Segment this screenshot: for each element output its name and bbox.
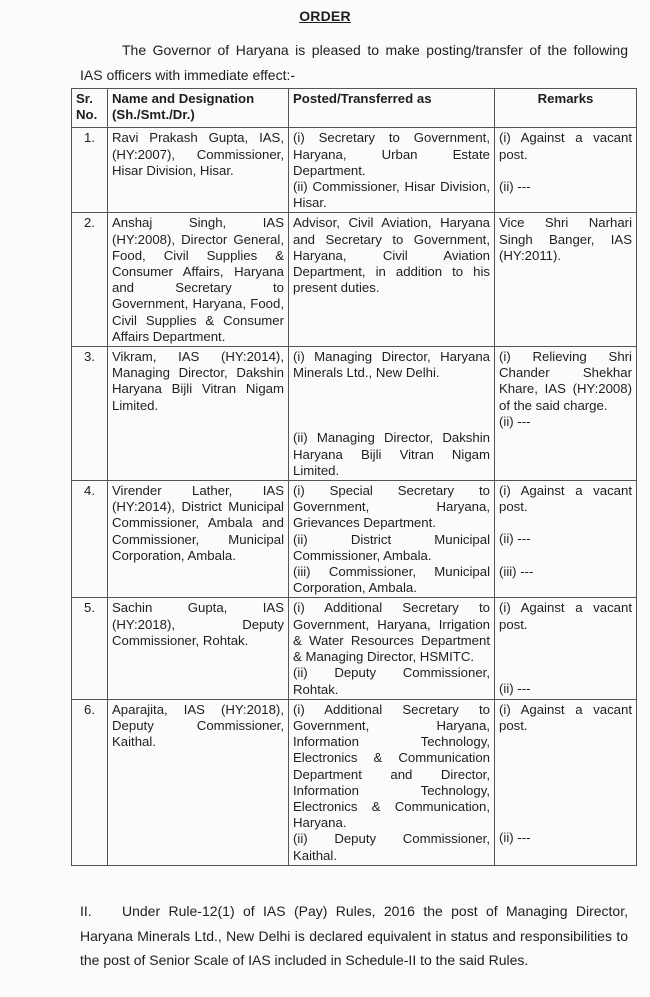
table-row bbox=[72, 598, 637, 699]
remark-item: Vice Shri Narhari Singh Banger, IAS (HY:2011). bbox=[499, 215, 632, 263]
table-row bbox=[72, 699, 637, 865]
posting-item: Advisor, Civil Aviation, Haryana and Secretary to Government, Haryana, Civil Aviation Department, in addition to his present duties. bbox=[293, 215, 490, 296]
posted-as bbox=[289, 699, 495, 865]
remark-item: (ii) --- bbox=[499, 680, 531, 696]
remark-item: (iii) --- bbox=[499, 563, 534, 579]
transfer-table bbox=[71, 88, 637, 866]
rule-paragraph bbox=[80, 899, 628, 973]
officer-name: Ravi Prakash Gupta, IAS, (HY:2007), Commissioner, Hisar Division, Hisar. bbox=[108, 128, 289, 213]
posting-item: (ii) Deputy Commissioner, Kaithal. bbox=[293, 831, 490, 863]
intro-paragraph bbox=[80, 38, 628, 88]
table-header-row bbox=[72, 89, 637, 128]
sr-no: 5. bbox=[72, 598, 108, 699]
posting-item: (ii) Managing Director, Dakshin Haryana Bijli Vitran Nigam Limited. bbox=[293, 430, 490, 478]
posting-item: (ii) District Municipal Commissioner, Ambala. bbox=[293, 531, 490, 563]
remark-item: (ii) --- bbox=[499, 178, 531, 194]
sr-no: 6. bbox=[72, 699, 108, 865]
posting-item: (i) Additional Secretary to Government, Haryana, Irrigation & Water Resources Department & Managing Director, HSMITC. bbox=[293, 600, 490, 665]
remarks bbox=[495, 213, 637, 347]
officer-name: Anshaj Singh, IAS (HY:2008), Director General, Food, Civil Supplies & Consumer Affairs, Haryana and Secretary to Government, Haryana, Food, Civil Supplies & Consumer Affairs Department. bbox=[108, 213, 289, 347]
document-title: ORDER bbox=[299, 8, 351, 24]
remark-item: (i) Against a vacant post. bbox=[499, 600, 632, 632]
header-posted: Posted/Transferred as bbox=[289, 89, 495, 128]
sr-no: 3. bbox=[72, 347, 108, 481]
remarks bbox=[495, 481, 637, 598]
header-name: Name and Designation (Sh./Smt./Dr.) bbox=[108, 89, 289, 128]
posted-as bbox=[289, 481, 495, 598]
table-row bbox=[72, 347, 637, 481]
posting-item: (iii) Commissioner, Municipal Corporation, Ambala. bbox=[293, 564, 490, 596]
posting-item: (i) Special Secretary to Government, Haryana, Grievances Department. bbox=[293, 483, 490, 531]
posted-as bbox=[289, 347, 495, 481]
header-sr-no: Sr. No. bbox=[72, 89, 108, 128]
remarks bbox=[495, 347, 637, 481]
remarks bbox=[495, 128, 637, 213]
remark-item: (i) Relieving Shri Chander Shekhar Khare, IAS (HY:2008) of the said charge. bbox=[499, 349, 632, 413]
remark-item: (ii) --- bbox=[499, 413, 531, 429]
intro-line-1: The Governor of Haryana is pleased to make posting/transfer of the following bbox=[122, 42, 628, 58]
table-row bbox=[72, 481, 637, 598]
remark-item: (ii) --- bbox=[499, 830, 531, 846]
posting-item: (i) Managing Director, Haryana Minerals Ltd., New Delhi. bbox=[293, 349, 490, 381]
paragraph-text: Under Rule-12(1) of IAS (Pay) Rules, 2016 the post of Managing Director, Haryana Minerals Ltd., New Delhi is declared equivalent in status and responsibilities to the post of Senior Scale of IAS included in Schedule-II to the said Rules. bbox=[80, 903, 628, 968]
remark-item: (ii) --- bbox=[499, 531, 531, 547]
table-row bbox=[72, 213, 637, 347]
posted-as bbox=[289, 213, 495, 347]
header-remarks: Remarks bbox=[495, 89, 637, 128]
remarks bbox=[495, 598, 637, 699]
posting-item: (i) Additional Secretary to Government, Haryana, Information Technology, Electronics & Communication Department and Director, Information Technology, Electronics & Communication, Haryana. bbox=[293, 701, 490, 831]
sr-no: 4. bbox=[72, 481, 108, 598]
intro-line-2: IAS officers with immediate effect:- bbox=[80, 67, 296, 83]
paragraph-label: II. bbox=[80, 903, 92, 919]
table-row bbox=[72, 128, 637, 213]
remark-item: (i) Against a vacant post. bbox=[499, 701, 632, 733]
sr-no: 1. bbox=[72, 128, 108, 213]
officer-name: Virender Lather, IAS (HY:2014), District Municipal Commissioner, Ambala and Commissioner, Municipal Corporation, Ambala. bbox=[108, 481, 289, 598]
posting-item: (ii) Deputy Commissioner, Rohtak. bbox=[293, 665, 490, 697]
officer-name: Aparajita, IAS (HY:2018), Deputy Commissioner, Kaithal. bbox=[108, 699, 289, 865]
posted-as bbox=[289, 598, 495, 699]
remarks bbox=[495, 699, 637, 865]
sr-no: 2. bbox=[72, 213, 108, 347]
posting-item: (i) Secretary to Government, Haryana, Urban Estate Department. bbox=[293, 130, 490, 178]
officer-name: Sachin Gupta, IAS (HY:2018), Deputy Commissioner, Rohtak. bbox=[108, 598, 289, 699]
remark-item: (i) Against a vacant post. bbox=[499, 483, 632, 515]
posted-as bbox=[289, 128, 495, 213]
remark-item: (i) Against a vacant post. bbox=[499, 130, 632, 162]
posting-item: (ii) Commissioner, Hisar Division, Hisar. bbox=[293, 179, 490, 211]
officer-name: Vikram, IAS (HY:2014), Managing Director, Dakshin Haryana Bijli Vitran Nigam Limited. bbox=[108, 347, 289, 481]
